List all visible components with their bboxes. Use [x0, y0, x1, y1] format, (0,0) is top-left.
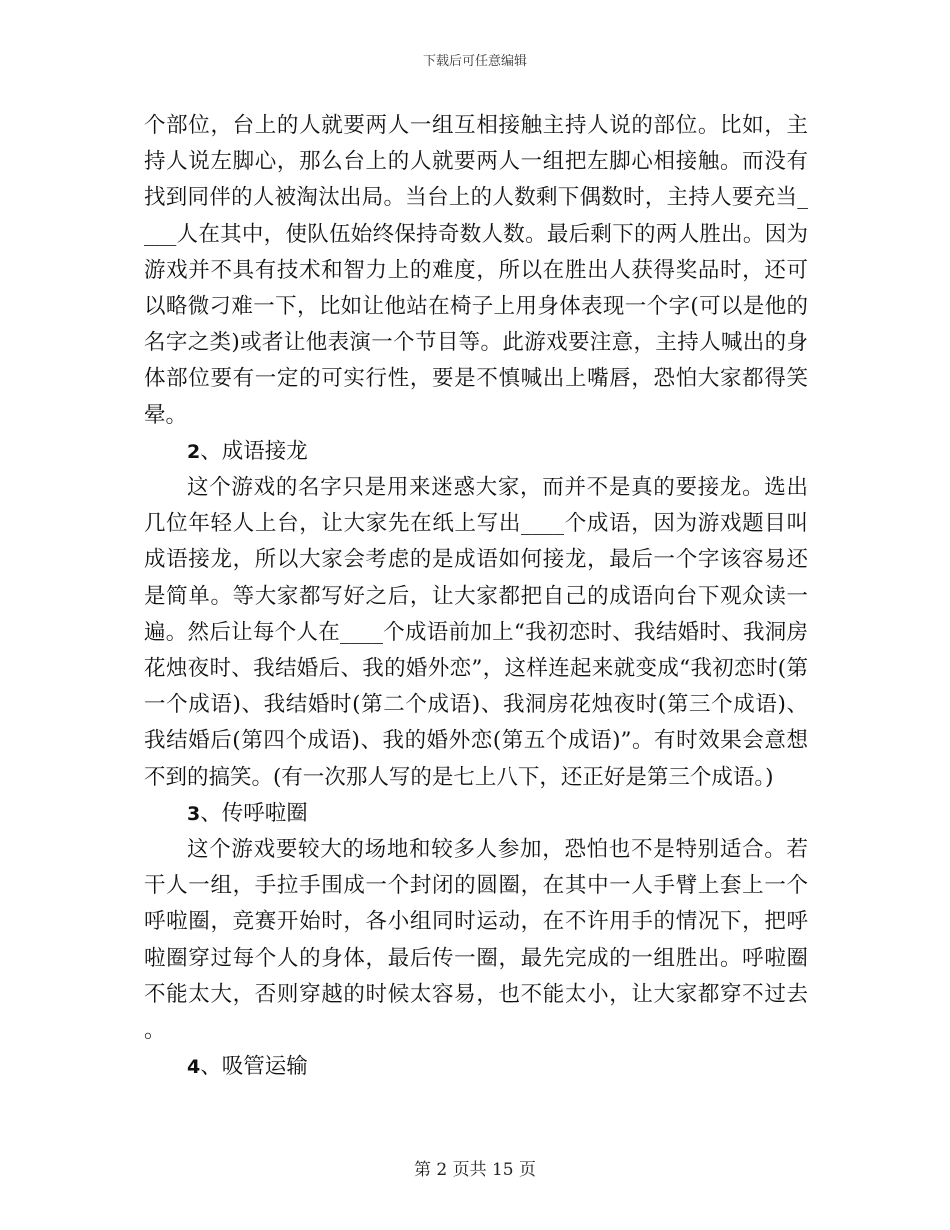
section-title: 成语接龙	[221, 438, 308, 464]
section-heading-4	[144, 1049, 808, 1085]
section-heading-3	[144, 796, 808, 832]
section-number: 4	[187, 1056, 201, 1079]
document-body	[144, 108, 808, 1085]
section-separator: 、	[200, 438, 222, 464]
page-footer: 第 2 页共 15 页	[413, 1160, 537, 1180]
section-heading-2	[144, 434, 808, 470]
section-separator: 、	[200, 800, 222, 826]
section-body-2: 这个游戏的名字只是用来迷惑大家，而并不是真的要接龙。选出几位年轻人上台，让大家先在纸上写出____个成语，因为游戏题目叫成语接龙，所以大家会考虑的是成语如何接龙，最后一个字该容易还是简单。等大家都写好之后，让大家都把自己的成语向台下观众读一遍。然后让每个人在____个成语前加上“我初恋时、我结婚时、我洞房花烛夜时、我结婚后、我的婚外恋”，这样连起来就变成“我初恋时(第一个成语)、我结婚时(第二个成语)、我洞房花烛夜时(第三个成语)、我结婚后(第四个成语)、我的婚外恋(第五个成语)”。有时效果会意想不到的搞笑。(有一次那人写的是七上八下，还正好是第三个成语。)	[144, 475, 808, 790]
intro-paragraph: 个部位，台上的人就要两人一组互相接触主持人说的部位。比如，主持人说左脚心，那么台上的人就要两人一组把左脚心相接触。而没有找到同伴的人被淘汰出局。当台上的人数剩下偶数时，主持人要充当____人在其中，使队伍始终保持奇数人数。最后剩下的两人胜出。因为游戏并不具有技术和智力上的难度，所以在胜出人获得奖品时，还可以略微刁难一下，比如让他站在椅子上用身体表现一个字(可以是他的名字之类)或者让他表演一个节目等。此游戏要注意，主持人喊出的身体部位要有一定的可实行性，要是不慎喊出上嘴唇，恐怕大家都得笑晕。	[144, 113, 808, 428]
section-title: 吸管运输	[221, 1054, 308, 1080]
section-number: 2	[187, 440, 201, 463]
section-number: 3	[187, 802, 201, 825]
section-title: 传呼啦圈	[221, 800, 308, 826]
section-body-3: 这个游戏要较大的场地和较多人参加，恐怕也不是特别适合。若干人一组，手拉手围成一个封闭的圆圈，在其中一人手臂上套上一个呼啦圈，竞赛开始时，各小组同时运动，在不许用手的情况下，把呼啦圈穿过每个人的身体，最后传一圈，最先完成的一组胜出。呼啦圈不能太大，否则穿越的时候太容易，也不能太小，让大家都穿不过去。	[144, 837, 808, 1044]
page-header: 下载后可任意编辑	[422, 54, 527, 69]
section-separator: 、	[200, 1054, 222, 1080]
